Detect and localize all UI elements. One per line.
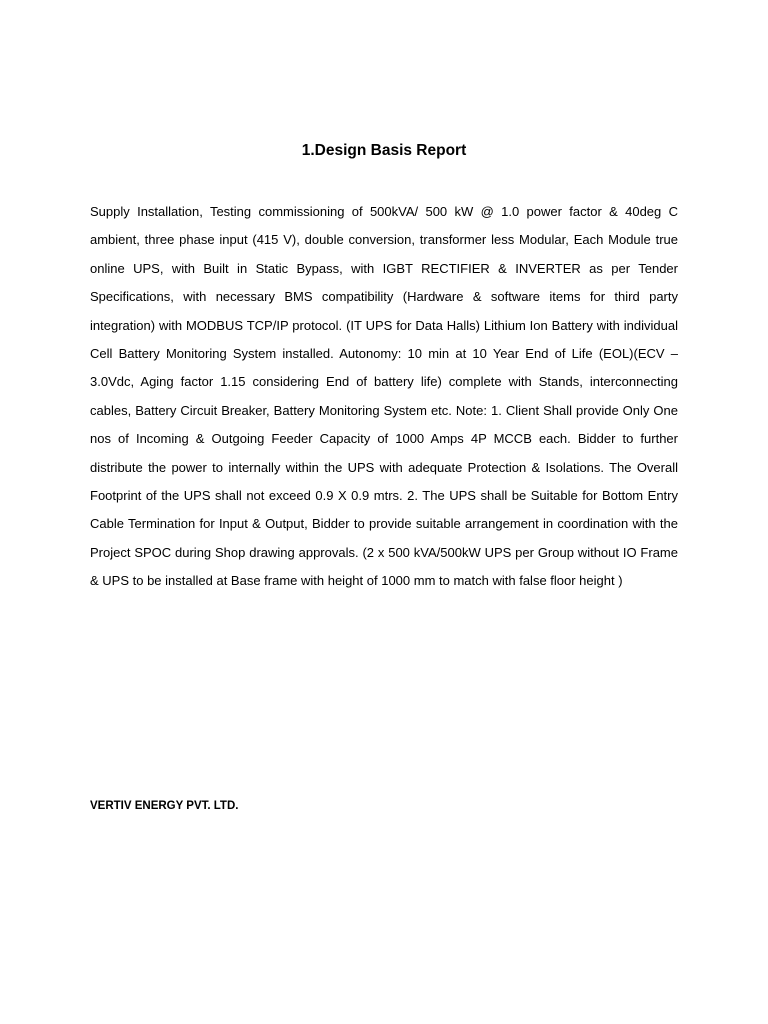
- document-body-paragraph: Supply Installation, Testing commissioning of 500kVA/ 500 kW @ 1.0 power factor & 40deg C ambient, three phase input (415 V), double conversion, transformer less Modular, Each Module true online UPS, with Built in Static Bypass, with IGBT RECTIFIER & INVERTER as per Tender Specifications, with necessary BMS compatibility (Hardware & software items for third party integration) with MODBUS TCP/IP protocol. (IT UPS for Data Halls) Lithium Ion Battery with individual Cell Battery Monitoring System installed. Autonomy: 10 min at 10 Year End of Life (EOL)(ECV – 3.0Vdc, Aging factor 1.15 considering End of battery life) complete with Stands, interconnecting cables, Battery Circuit Breaker, Battery Monitoring System etc. Note: 1. Client Shall provide Only One nos of Incoming & Outgoing Feeder Capacity of 1000 Amps 4P MCCB each. Bidder to further distribute the power to internally within the UPS with adequate Protection & Isolations. The Overall Footprint of the UPS shall not exceed 0.9 X 0.9 mtrs. 2. The UPS shall be Suitable for Bottom Entry Cable Termination for Input & Output, Bidder to provide suitable arrangement in coordination with the Project SPOC during Shop drawing approvals. (2 x 500 kVA/500kW UPS per Group without IO Frame & UPS to be installed at Base frame with height of 1000 mm to match with false floor height ): [90, 204, 678, 589]
- document-title: 1.Design Basis Report: [301, 142, 467, 159]
- company-name: VERTIV ENERGY PVT. LTD.: [90, 800, 239, 812]
